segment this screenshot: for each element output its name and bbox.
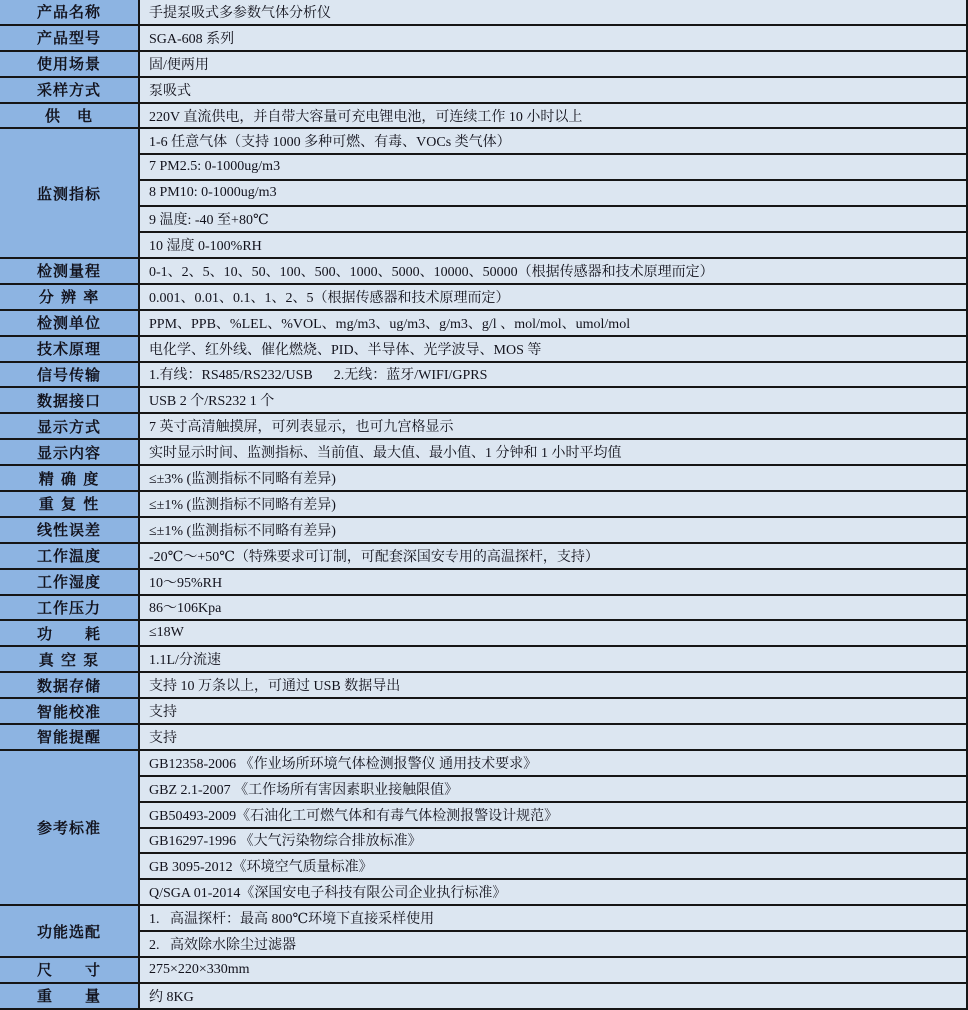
spec-value-group bbox=[140, 0, 966, 24]
spec-value-group bbox=[140, 673, 966, 697]
spec-value-group bbox=[140, 285, 966, 309]
spec-value: 9 温度: -40 至+80℃ bbox=[140, 207, 966, 233]
spec-label: 智能校准 bbox=[0, 699, 140, 723]
spec-label: 重 复 性 bbox=[0, 492, 140, 516]
spec-row bbox=[0, 388, 966, 414]
spec-row bbox=[0, 570, 966, 596]
spec-value: GB16297-1996 《大气污染物综合排放标准》 bbox=[140, 829, 966, 855]
spec-row bbox=[0, 414, 966, 440]
spec-label: 功 耗 bbox=[0, 621, 140, 645]
spec-value: GB50493-2009《石油化工可燃气体和有毒气体检测报警设计规范》 bbox=[140, 803, 966, 829]
spec-value: 固/便两用 bbox=[149, 57, 209, 73]
spec-value-group bbox=[140, 544, 966, 568]
spec-value: 1. 高温探杆：最高 800℃环境下直接采样使用 bbox=[140, 906, 966, 932]
spec-row bbox=[0, 699, 966, 725]
spec-label: 尺 寸 bbox=[0, 958, 140, 982]
spec-value: ≤18W bbox=[149, 625, 184, 641]
spec-value-group bbox=[140, 363, 966, 387]
spec-label: 参考标准 bbox=[0, 751, 140, 904]
spec-row bbox=[0, 906, 966, 958]
spec-value: 0-1、2、5、10、50、100、500、1000、5000、10000、50000（根据传感器和技术原理而定） bbox=[149, 264, 714, 280]
spec-label: 采样方式 bbox=[0, 78, 140, 102]
spec-label: 数据存储 bbox=[0, 673, 140, 697]
spec-value: Q/SGA 01-2014《深国安电子科技有限公司企业执行标准》 bbox=[149, 886, 507, 902]
spec-value-group bbox=[140, 26, 966, 50]
spec-value: ≤±1% (监测指标不同略有差异) bbox=[149, 497, 336, 513]
spec-value: 1-6 任意气体（支持 1000 多种可燃、有毒、VOCs 类气体） bbox=[140, 129, 966, 155]
spec-value-group bbox=[140, 466, 966, 490]
spec-label: 信号传输 bbox=[0, 363, 140, 387]
spec-row bbox=[0, 0, 966, 26]
spec-value: 10～95%RH bbox=[149, 575, 223, 591]
spec-value-group bbox=[140, 725, 966, 749]
spec-value: -20℃～+50℃（特殊要求可订制，可配套深国安专用的高温探杆，支持） bbox=[149, 549, 599, 565]
spec-label: 分 辨 率 bbox=[0, 285, 140, 309]
spec-value: ≤±3% (监测指标不同略有差异) bbox=[149, 472, 336, 487]
spec-value-group bbox=[140, 440, 966, 464]
spec-label: 显示内容 bbox=[0, 440, 140, 464]
spec-row bbox=[0, 52, 966, 78]
spec-row bbox=[0, 673, 966, 699]
spec-row bbox=[0, 596, 966, 622]
spec-value: 约 8KG bbox=[149, 989, 194, 1005]
spec-row bbox=[0, 259, 966, 285]
spec-row bbox=[0, 78, 966, 104]
spec-value: 电化学、红外线、催化燃烧、PID、半导体、光学波导、MOS 等 bbox=[149, 342, 542, 358]
spec-value: 支持 bbox=[149, 705, 177, 721]
spec-row bbox=[0, 492, 966, 518]
spec-value: 2. 高效除水除尘过滤器 bbox=[149, 938, 296, 954]
spec-value: 7 英寸高清触摸屏，可列表显示，也可九宫格显示 bbox=[149, 420, 454, 436]
spec-value: GBZ 2.1-2007 《工作场所有害因素职业接触限值》 bbox=[140, 777, 966, 803]
spec-row bbox=[0, 440, 966, 466]
spec-value: 86～106Kpa bbox=[149, 601, 222, 617]
spec-value: USB 2 个/RS232 1 个 bbox=[149, 394, 275, 410]
spec-row bbox=[0, 285, 966, 311]
spec-value: 10 湿度 0-100%RH bbox=[149, 238, 262, 254]
spec-value: 实时显示时间、监测指标、当前值、最大值、最小值、1 分钟和 1 小时平均值 bbox=[149, 446, 622, 462]
spec-value-group bbox=[140, 311, 966, 335]
spec-row bbox=[0, 26, 966, 52]
spec-value-group bbox=[140, 52, 966, 76]
spec-label: 产品名称 bbox=[0, 0, 140, 24]
spec-value: ≤±1% (监测指标不同略有差异) bbox=[149, 523, 336, 539]
spec-row bbox=[0, 129, 966, 258]
spec-value-group bbox=[140, 259, 966, 283]
spec-value: 支持 10 万条以上，可通过 USB 数据导出 bbox=[149, 679, 401, 695]
spec-value: 支持 bbox=[149, 730, 177, 746]
spec-label: 真 空 泵 bbox=[0, 647, 140, 671]
spec-label: 检测量程 bbox=[0, 259, 140, 283]
spec-value-group bbox=[140, 751, 966, 904]
spec-row bbox=[0, 751, 966, 906]
spec-value-group bbox=[140, 958, 966, 982]
spec-value-group bbox=[140, 621, 966, 645]
spec-value: 手提泵吸式多参数气体分析仪 bbox=[149, 5, 331, 21]
spec-label: 监测指标 bbox=[0, 129, 140, 256]
spec-label: 检测单位 bbox=[0, 311, 140, 335]
spec-value-group bbox=[140, 492, 966, 516]
spec-value-group bbox=[140, 414, 966, 438]
spec-value: 220V 直流供电，并自带大容量可充电锂电池，可连续工作 10 小时以上 bbox=[149, 109, 583, 125]
spec-label: 功能选配 bbox=[0, 906, 140, 956]
spec-row bbox=[0, 725, 966, 751]
spec-row bbox=[0, 337, 966, 363]
spec-row bbox=[0, 544, 966, 570]
spec-value-group bbox=[140, 699, 966, 723]
spec-value: PPM、PPB、%LEL、%VOL、mg/m3、ug/m3、g/m3、g/l 、mol/mol、umol/mol bbox=[149, 316, 631, 332]
spec-value-group bbox=[140, 337, 966, 361]
spec-label: 重 量 bbox=[0, 984, 140, 1008]
spec-label: 显示方式 bbox=[0, 414, 140, 438]
spec-label: 供 电 bbox=[0, 104, 140, 128]
spec-value: 泵吸式 bbox=[149, 83, 191, 99]
spec-label: 精 确 度 bbox=[0, 466, 140, 490]
spec-row bbox=[0, 647, 966, 673]
spec-value-group bbox=[140, 388, 966, 412]
spec-label: 使用场景 bbox=[0, 52, 140, 76]
spec-value-group bbox=[140, 570, 966, 594]
spec-label: 线性误差 bbox=[0, 518, 140, 542]
spec-label: 技术原理 bbox=[0, 337, 140, 361]
spec-value-group bbox=[140, 129, 966, 256]
spec-value-group bbox=[140, 78, 966, 102]
spec-row bbox=[0, 518, 966, 544]
spec-value-group bbox=[140, 104, 966, 128]
spec-label: 工作温度 bbox=[0, 544, 140, 568]
spec-row bbox=[0, 311, 966, 337]
spec-row bbox=[0, 621, 966, 647]
spec-value-group bbox=[140, 906, 966, 956]
spec-value: GB12358-2006 《作业场所环境气体检测报警仪 通用技术要求》 bbox=[140, 751, 966, 777]
spec-value: 275×220×330mm bbox=[149, 961, 250, 977]
spec-value: 1.有线：RS485/RS232/USB 2.无线：蓝牙/WIFI/GPRS bbox=[149, 368, 488, 384]
spec-value: 1.1L/分流速 bbox=[149, 653, 221, 669]
spec-row bbox=[0, 984, 966, 1010]
spec-label: 产品型号 bbox=[0, 26, 140, 50]
spec-row bbox=[0, 958, 966, 984]
spec-value: 7 PM2.5: 0-1000ug/m3 bbox=[140, 155, 966, 181]
spec-value: GB 3095-2012《环境空气质量标准》 bbox=[140, 854, 966, 880]
spec-row bbox=[0, 363, 966, 389]
spec-value-group bbox=[140, 596, 966, 620]
spec-label: 智能提醒 bbox=[0, 725, 140, 749]
spec-value-group bbox=[140, 647, 966, 671]
spec-value-group bbox=[140, 518, 966, 542]
spec-label: 数据接口 bbox=[0, 388, 140, 412]
spec-label: 工作湿度 bbox=[0, 570, 140, 594]
spec-label: 工作压力 bbox=[0, 596, 140, 620]
spec-row bbox=[0, 466, 966, 492]
spec-row bbox=[0, 104, 966, 130]
spec-value: SGA-608 系列 bbox=[149, 31, 235, 47]
spec-value-group bbox=[140, 984, 966, 1008]
spec-value: 8 PM10: 0-1000ug/m3 bbox=[140, 181, 966, 207]
spec-value: 0.001、0.01、0.1、1、2、5（根据传感器和技术原理而定） bbox=[149, 290, 510, 306]
